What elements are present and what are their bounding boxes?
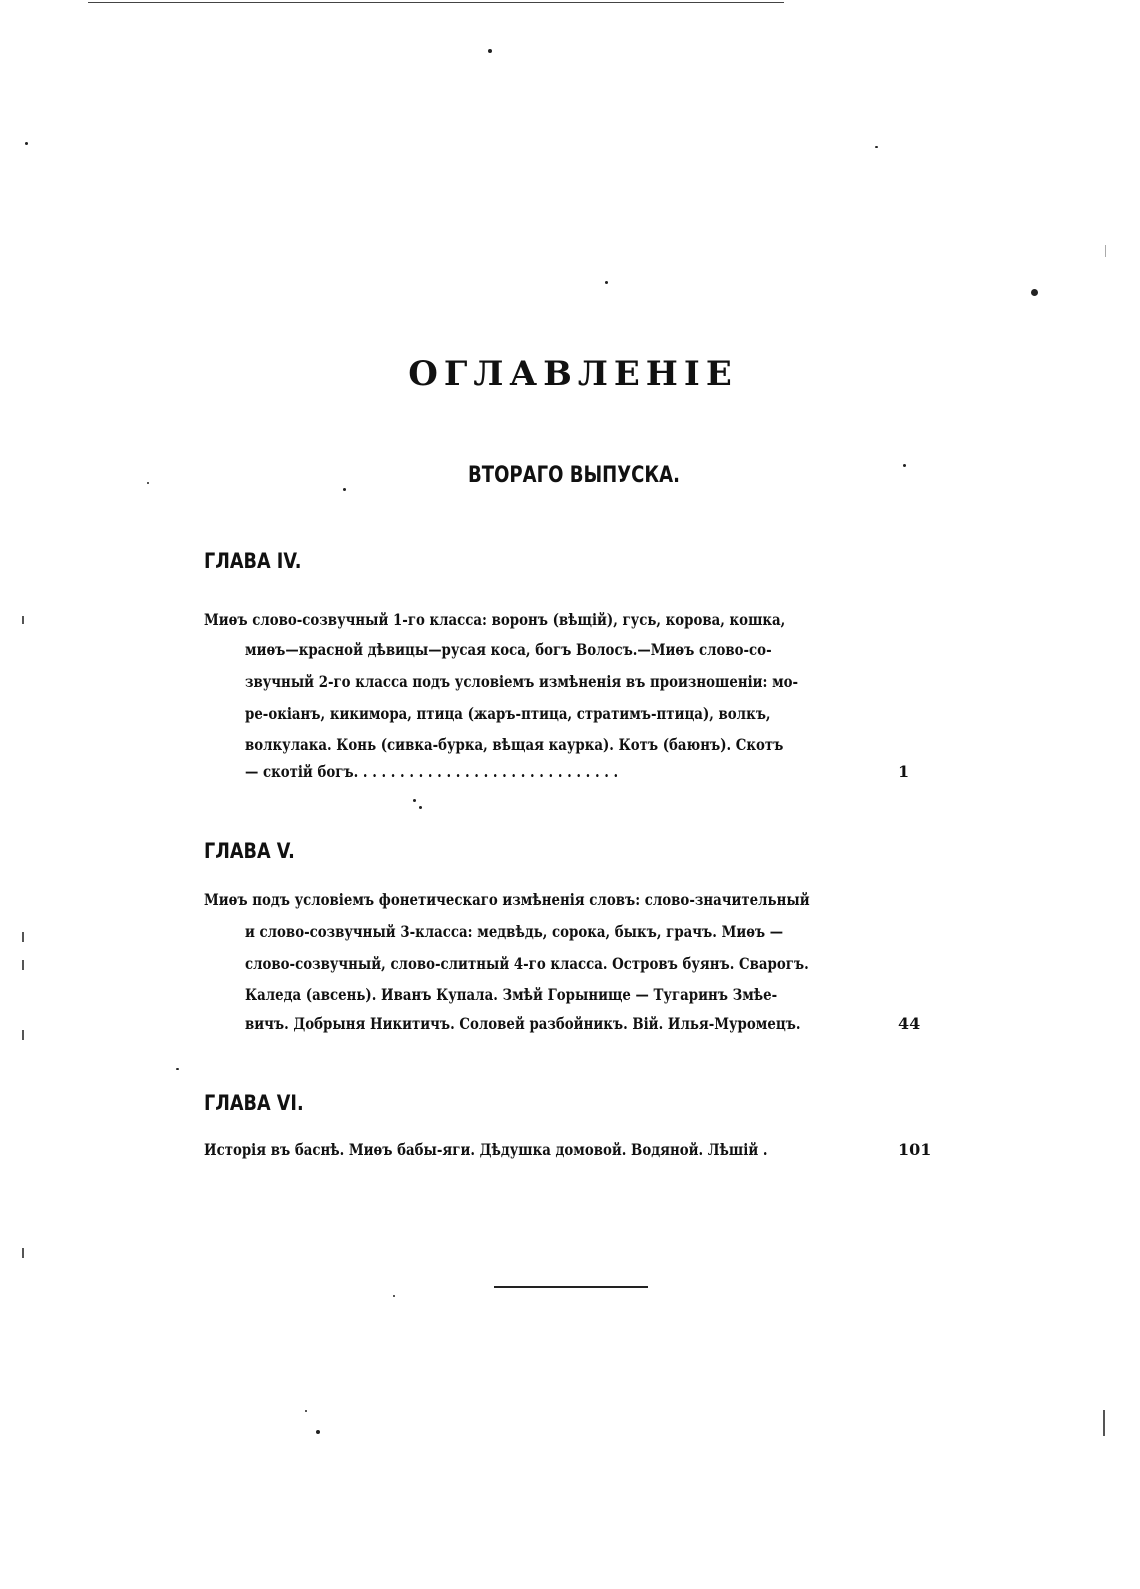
entry-line: Исторія въ баснѣ. Миѳъ бабы-яги. Дѣдушка домовой. Водяной. Лѣшій . (204, 1140, 768, 1159)
entry-line: Миѳъ подъ условіемъ фонетическаго измѣненія словъ: слово-значительный (204, 890, 810, 909)
print-speck (605, 281, 608, 284)
print-speck (419, 806, 422, 809)
entry-line: Миѳъ слово-созвучный 1-го класса: воронъ (вѣщій), гусь, корова, кошка, (204, 610, 786, 629)
page-number: 101 (898, 1140, 932, 1159)
chapter-entry (204, 1140, 932, 1170)
print-speck (1031, 289, 1038, 296)
print-speck (176, 1068, 179, 1070)
chapter-entry (204, 890, 924, 1040)
entry-line: Каледа (авсень). Иванъ Купала. Змѣй Горынище — Тугаринъ Змѣе- (245, 985, 778, 1004)
closing-rule (494, 1286, 648, 1288)
scan-edge-mark (22, 960, 24, 970)
scan-edge-mark (1103, 1410, 1105, 1436)
scan-edge-mark (22, 616, 24, 624)
entry-line: слово-созвучный, слово-слитный 4-го класса. Островъ буянъ. Сварогъ. (245, 954, 809, 973)
chapter-heading: ГЛАВА VI. (204, 1091, 304, 1115)
page-title: ОГЛАВЛЕНІЕ (408, 354, 738, 394)
print-speck (305, 1410, 307, 1412)
chapter-heading: ГЛАВА IV. (204, 549, 302, 573)
entry-line: миѳъ—красной дѣвицы—русая коса, богъ Волосъ.—Миѳъ слово-со- (245, 640, 772, 659)
entry-line: звучный 2-го класса подъ условіемъ измѣненія въ произношеніи: мо- (245, 672, 799, 691)
scan-edge-mark (22, 1248, 24, 1258)
print-speck (393, 1295, 395, 1297)
entry-line: — скотій богъ. . . . . . . . . . . . . . . . . . . . . . . . . . . . . (245, 762, 619, 781)
chapter-entry (204, 610, 924, 790)
entry-line: ре-окіанъ, кикимора, птица (жаръ-птица, стратимъ-птица), волкъ, (245, 704, 771, 723)
entry-line: волкулака. Конь (сивка-бурка, вѣщая каурка). Котъ (баюнъ). Скотъ (245, 735, 784, 754)
entry-line: и слово-созвучный 3-класса: медвѣдь, сорока, быкъ, грачъ. Миѳъ — (245, 922, 784, 941)
scan-edge-mark (22, 1030, 24, 1040)
page-number: 44 (898, 1014, 921, 1033)
chapter-heading: ГЛАВА V. (204, 839, 295, 863)
scan-edge-mark (22, 932, 24, 942)
page-subtitle: ВТОРАГО ВЫПУСКА. (468, 463, 680, 488)
print-speck (25, 142, 28, 145)
entry-line: вичъ. Добрыня Никитичъ. Соловей разбойникъ. Вій. Илья-Муромецъ. (245, 1014, 801, 1033)
print-speck (488, 49, 492, 53)
print-speck (316, 1430, 320, 1434)
print-speck (875, 146, 878, 148)
print-speck (413, 799, 416, 802)
top-border-line (88, 2, 784, 3)
scan-edge-mark (1105, 245, 1106, 257)
page-number: 1 (898, 762, 910, 781)
